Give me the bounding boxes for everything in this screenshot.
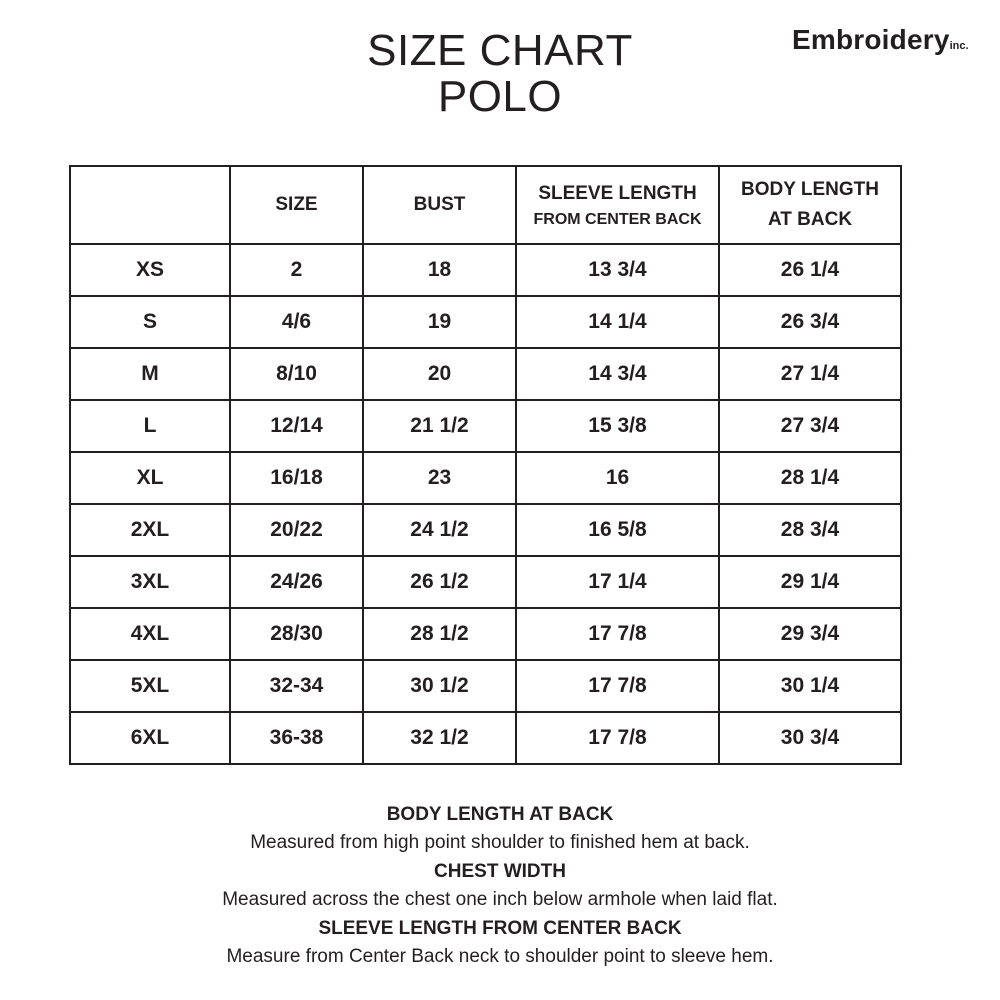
note-text-body-length: Measured from high point shoulder to finished hem at back.	[250, 832, 750, 853]
cell-sleeve-length: 13 3/4	[516, 244, 719, 296]
cell-sleeve-length: 16 5/8	[516, 504, 719, 556]
cell-size-label: 4XL	[70, 608, 230, 660]
cell-size-label: 6XL	[70, 712, 230, 764]
cell-size-label: 5XL	[70, 660, 230, 712]
cell-size-number: 16/18	[230, 452, 363, 504]
cell-body-length: 27 3/4	[719, 400, 901, 452]
cell-sleeve-length: 17 7/8	[516, 608, 719, 660]
cell-bust: 24 1/2	[363, 504, 516, 556]
cell-size-label: M	[70, 348, 230, 400]
cell-size-number: 20/22	[230, 504, 363, 556]
table-row	[70, 400, 901, 452]
table-row	[70, 348, 901, 400]
cell-bust: 21 1/2	[363, 400, 516, 452]
cell-size-number: 2	[230, 244, 363, 296]
title-line-2: POLO	[437, 72, 563, 121]
cell-size-number: 4/6	[230, 296, 363, 348]
brand-logo	[792, 24, 992, 64]
cell-size-label: XL	[70, 452, 230, 504]
cell-body-length: 30 3/4	[719, 712, 901, 764]
cell-sleeve-length: 16	[516, 452, 719, 504]
cell-body-length: 27 1/4	[719, 348, 901, 400]
size-chart-table	[69, 165, 902, 765]
table-row	[70, 556, 901, 608]
cell-size-number: 12/14	[230, 400, 363, 452]
cell-size-label: 2XL	[70, 504, 230, 556]
cell-sleeve-length: 17 7/8	[516, 712, 719, 764]
note-heading-chest-width: CHEST WIDTH	[434, 861, 566, 882]
table-row	[70, 712, 901, 764]
logo-text: Embroidery	[792, 24, 950, 55]
header-empty-cell	[70, 166, 230, 244]
cell-sleeve-length: 17 7/8	[516, 660, 719, 712]
cell-sleeve-length: 17 1/4	[516, 556, 719, 608]
cell-body-length: 26 1/4	[719, 244, 901, 296]
logo-suffix: inc.	[949, 40, 969, 52]
cell-bust: 28 1/2	[363, 608, 516, 660]
note-heading-body-length: BODY LENGTH AT BACK	[386, 804, 614, 825]
cell-body-length: 29 1/4	[719, 556, 901, 608]
cell-sleeve-length: 15 3/8	[516, 400, 719, 452]
cell-bust: 26 1/2	[363, 556, 516, 608]
header-row	[70, 166, 901, 244]
table-row	[70, 608, 901, 660]
note-text-sleeve-length: Measure from Center Back neck to shoulder point to sleeve hem.	[226, 946, 774, 967]
cell-body-length: 28 1/4	[719, 452, 901, 504]
cell-size-number: 36-38	[230, 712, 363, 764]
cell-size-label: L	[70, 400, 230, 452]
table-row	[70, 504, 901, 556]
cell-bust: 18	[363, 244, 516, 296]
cell-size-number: 32-34	[230, 660, 363, 712]
cell-sleeve-length: 14 1/4	[516, 296, 719, 348]
cell-bust: 23	[363, 452, 516, 504]
cell-bust: 19	[363, 296, 516, 348]
cell-size-number: 8/10	[230, 348, 363, 400]
cell-size-label: XS	[70, 244, 230, 296]
cell-sleeve-length: 14 3/4	[516, 348, 719, 400]
cell-bust: 30 1/2	[363, 660, 516, 712]
header-sleeve-length: SLEEVE LENGTH FROM CENTER BACK	[516, 166, 719, 244]
note-heading-sleeve-length: SLEEVE LENGTH FROM CENTER BACK	[318, 918, 682, 939]
cell-body-length: 29 3/4	[719, 608, 901, 660]
title-line-1: SIZE CHART	[367, 26, 633, 75]
measurement-notes	[0, 800, 1000, 971]
cell-body-length: 30 1/4	[719, 660, 901, 712]
cell-size-number: 24/26	[230, 556, 363, 608]
header-body-length: BODY LENGTH AT BACK	[719, 166, 901, 244]
cell-size-number: 28/30	[230, 608, 363, 660]
cell-bust: 32 1/2	[363, 712, 516, 764]
cell-body-length: 28 3/4	[719, 504, 901, 556]
table-row	[70, 452, 901, 504]
header-body-length-sub: AT BACK	[767, 209, 853, 230]
note-text-chest-width: Measured across the chest one inch below armhole when laid flat.	[222, 889, 778, 910]
cell-bust: 20	[363, 348, 516, 400]
table-row	[70, 244, 901, 296]
cell-size-label: 3XL	[70, 556, 230, 608]
header-bust: BUST	[363, 166, 516, 244]
header-sleeve-length-sub: FROM CENTER BACK	[533, 211, 702, 228]
table-row	[70, 296, 901, 348]
cell-body-length: 26 3/4	[719, 296, 901, 348]
cell-size-label: S	[70, 296, 230, 348]
table-row	[70, 660, 901, 712]
header-size: SIZE	[230, 166, 363, 244]
